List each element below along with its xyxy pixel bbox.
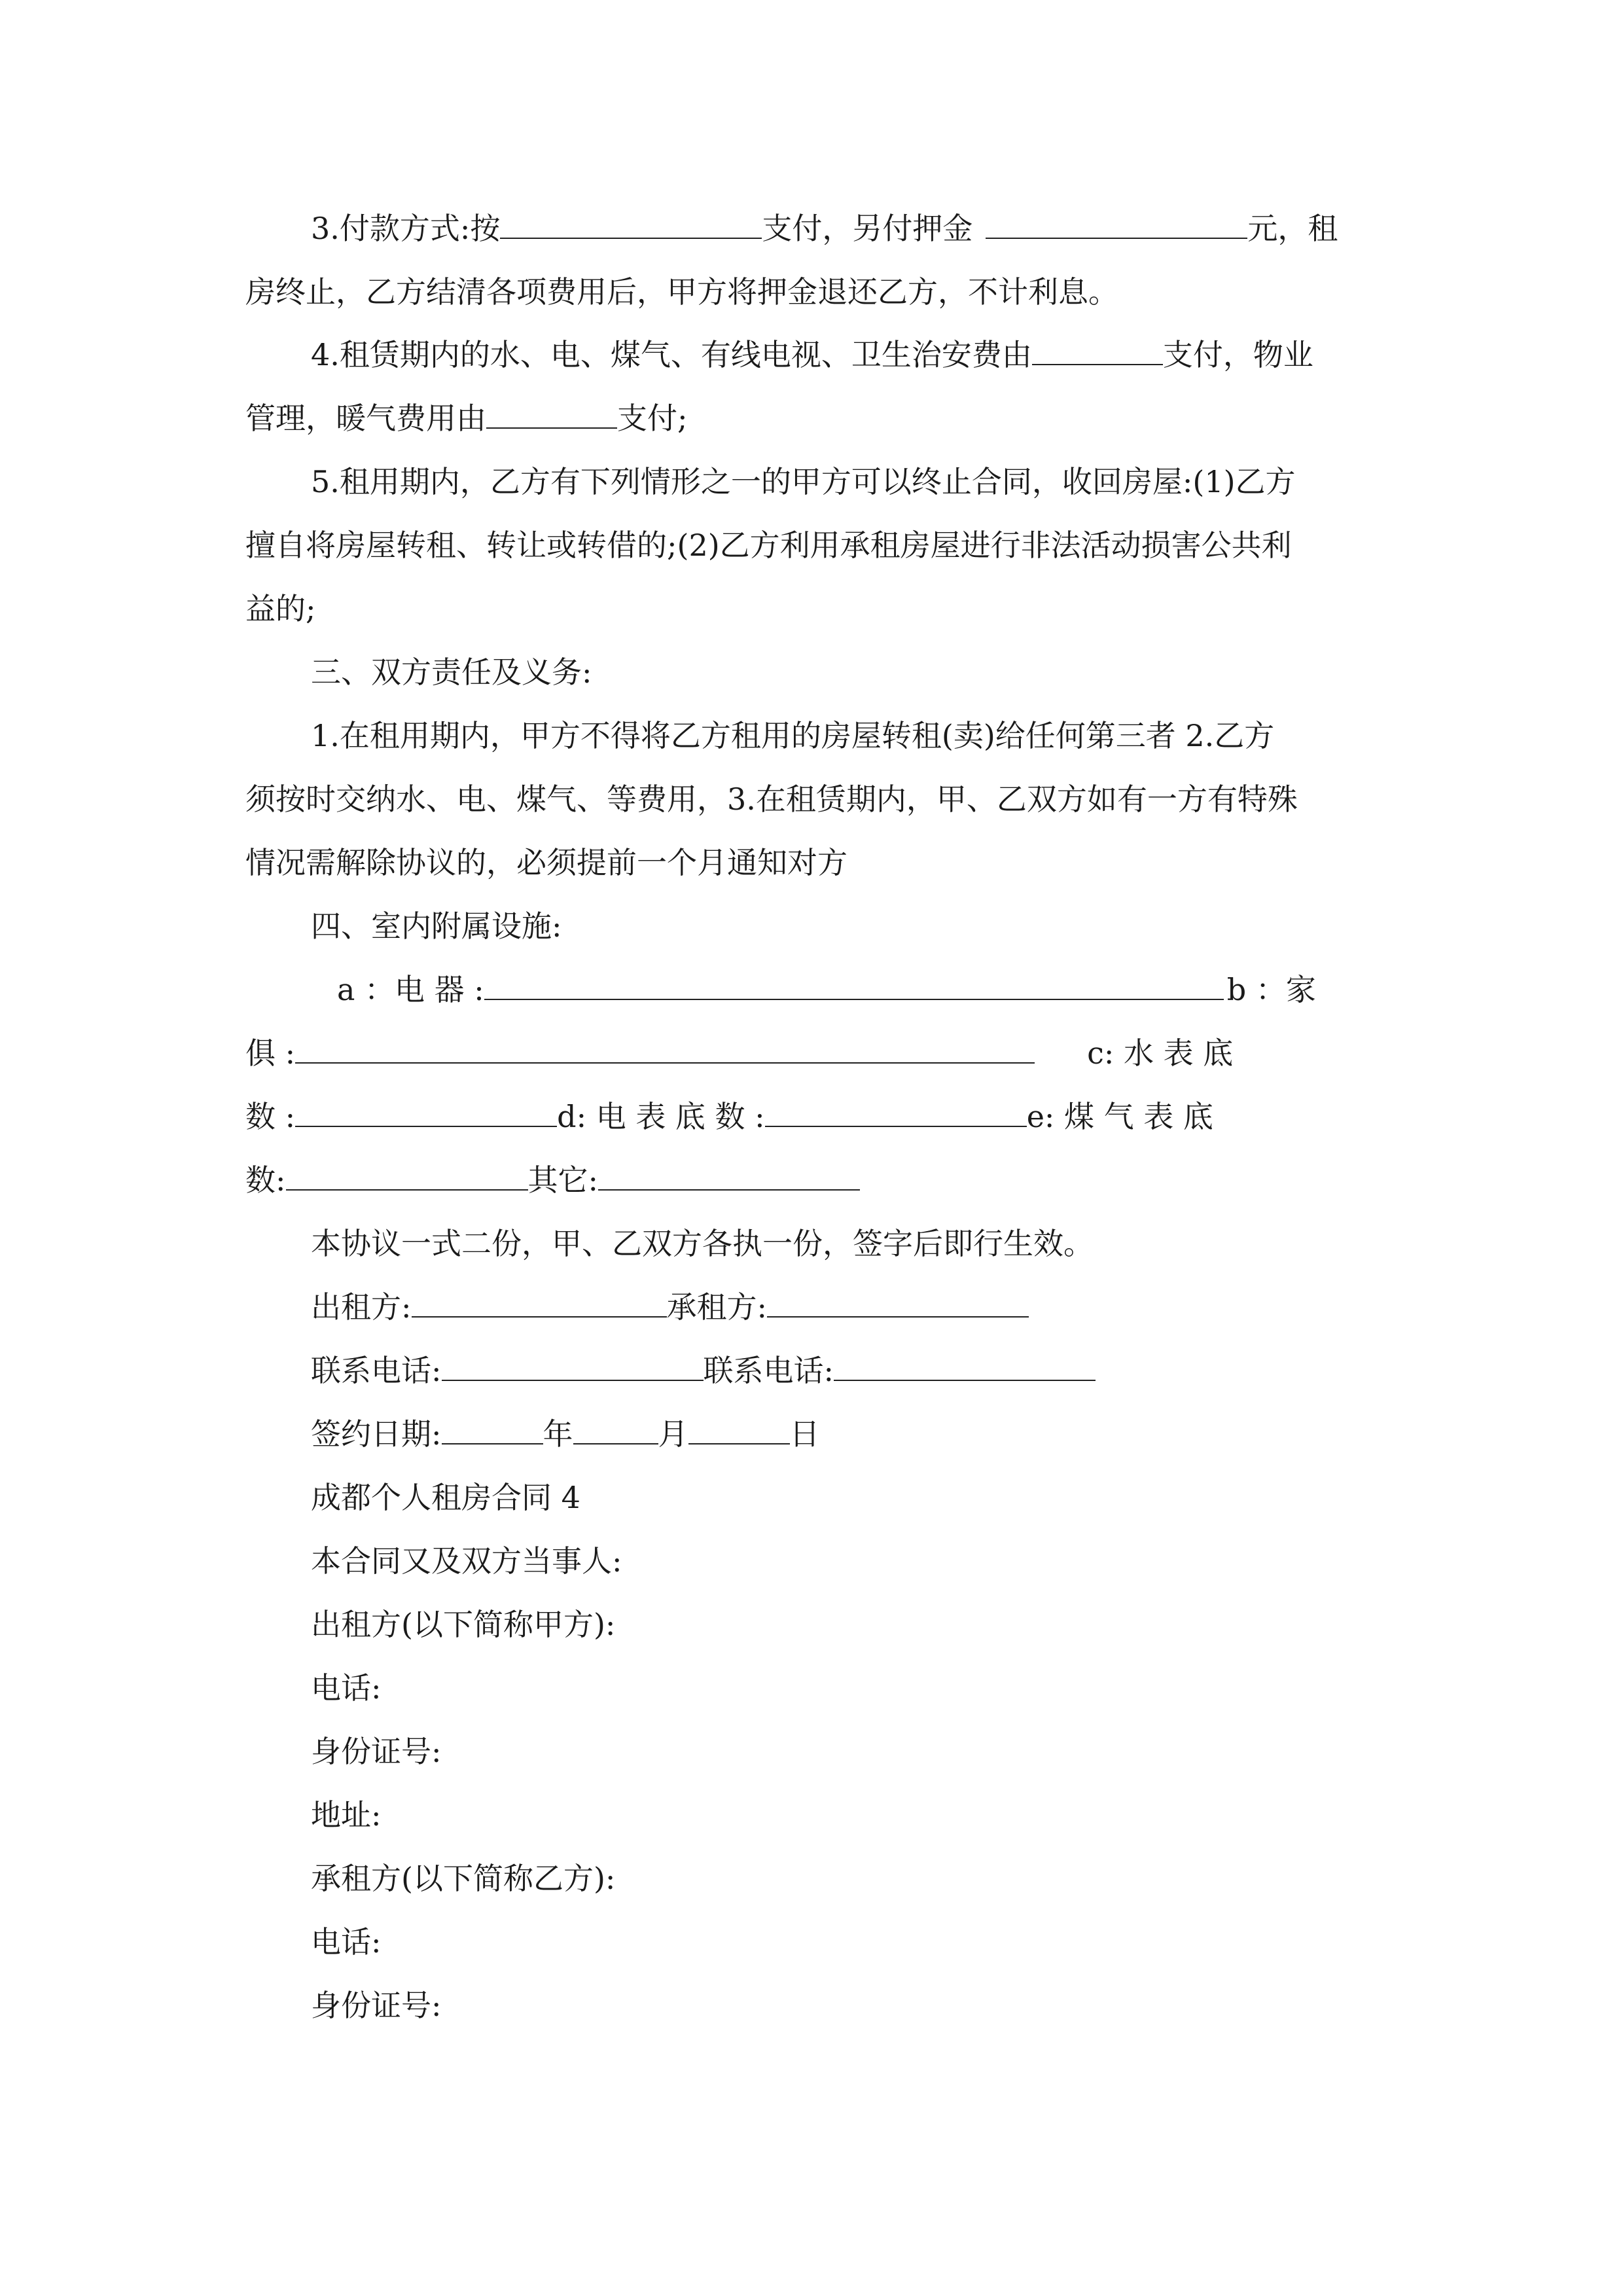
payment-method-label: 3.付款方式:按 (311, 211, 501, 246)
water-meter-blank (295, 1097, 557, 1127)
other-blank (598, 1160, 860, 1191)
appliances-blank (484, 970, 1224, 1000)
copies-clause: 本协议一式二份，甲、乙双方各执一份，签字后即行生效。 (311, 1226, 1094, 1261)
lessee-phone-blank (834, 1351, 1096, 1381)
utilities-label: 4.租赁期内的水、电、煤气、有线电视、卫生治安费由 (311, 337, 1032, 372)
lessee-label: 承租方(以下简称乙方): (311, 1861, 616, 1896)
lessor-sign-label: 出租方: (311, 1289, 412, 1325)
duties-line-1: 1.在租用期内，甲方不得将乙方租用的房屋转租(卖)给任何第三者 2.乙方 (311, 718, 1275, 753)
facilities-line-a (311, 958, 1378, 1022)
date-label: 签约日期: (311, 1416, 442, 1452)
deposit-unit: 元，租 (1247, 211, 1338, 246)
duties-line-3: 情况需解除协议的，必须提前一个月通知对方 (245, 845, 847, 880)
facilities-heading: 四、室内附属设施: (311, 908, 562, 944)
termination-line-3: 益的; (245, 591, 316, 626)
facilities-line-meters (245, 1085, 1378, 1149)
payment-line-1 (311, 197, 1378, 260)
furniture-label-end: 俱 : (245, 1035, 296, 1071)
facilities-line-other (245, 1149, 1378, 1212)
lessee-sign-blank (767, 1287, 1029, 1318)
water-meter-label-end: 数 : (245, 1099, 296, 1134)
phone-line (311, 1339, 1378, 1403)
year-blank (442, 1414, 543, 1444)
termination-line-2: 擅自将房屋转租、转让或转借的;(2)乙方利用承租房屋进行非法活动损害公共利 (245, 528, 1292, 563)
lessor-address: 地址: (311, 1797, 382, 1833)
payment-method-blank (500, 209, 762, 239)
lessee-phone-label: 联系电话: (703, 1353, 834, 1388)
duties-heading: 三、双方责任及义务: (311, 655, 592, 690)
lessor-phone-label: 联系电话: (311, 1353, 442, 1388)
facilities-line-furniture (245, 1022, 1378, 1085)
property-label: 支付，物业 (1162, 337, 1313, 372)
lessor-id: 身份证号: (311, 1734, 442, 1769)
water-meter-label: c: 水 表 底 (1087, 1035, 1234, 1071)
deposit-blank (986, 209, 1247, 239)
day-label: 日 (789, 1416, 820, 1452)
utilities-line-2 (245, 387, 1378, 450)
year-label: 年 (543, 1416, 573, 1452)
heating-label: 管理，暖气费用由 (245, 401, 486, 436)
month-label: 月 (658, 1416, 688, 1452)
electric-meter-label: d: 电 表 底 数 : (557, 1099, 765, 1134)
month-blank (573, 1414, 658, 1444)
lessor-phone-blank (442, 1351, 704, 1381)
parties-line: 本合同又及双方当事人: (311, 1543, 622, 1579)
lessor-sign-blank (412, 1287, 667, 1318)
furniture-blank (295, 1033, 1035, 1064)
lessor-label: 出租方(以下简称甲方): (311, 1607, 616, 1642)
heating-suffix: 支付; (617, 401, 688, 436)
date-line (311, 1403, 1378, 1466)
furniture-label: b ：家 (1226, 972, 1316, 1007)
payment-line-2: 房终止，乙方结清各项费用后，甲方将押金退还乙方，不计利息。 (245, 274, 1118, 310)
duties-line-2: 须按时交纳水、电、煤气、等费用，3.在租赁期内，甲、乙双方如有一方有特殊 (245, 781, 1298, 817)
utilities-line-1 (311, 323, 1378, 387)
lessee-phone: 电话: (311, 1924, 382, 1960)
lessee-sign-label: 承租方: (666, 1289, 767, 1325)
appliances-label: a ：电 器 : (337, 972, 484, 1007)
gas-meter-label-end: 数: (245, 1162, 286, 1198)
day-blank (688, 1414, 790, 1444)
other-label: 其它: (527, 1162, 598, 1198)
termination-line-1: 5.租用期内，乙方有下列情形之一的甲方可以终止合同，收回房屋:(1)乙方 (311, 464, 1296, 499)
deposit-label: 支付，另付押金 (762, 211, 973, 246)
gas-meter-blank (286, 1160, 528, 1191)
contract-4-title: 成都个人租房合同 4 (311, 1480, 580, 1515)
utilities-payer-blank (1032, 335, 1163, 365)
heating-payer-blank (486, 399, 617, 429)
gas-meter-label: e: 煤 气 表 底 (1026, 1099, 1213, 1134)
lessor-phone: 电话: (311, 1670, 382, 1706)
electric-meter-blank (765, 1097, 1027, 1127)
lessee-id: 身份证号: (311, 1988, 442, 2023)
signature-line (311, 1276, 1378, 1339)
